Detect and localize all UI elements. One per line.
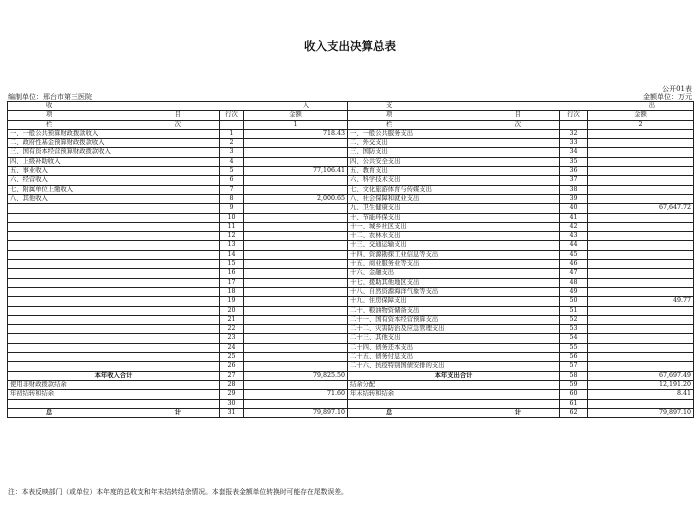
amount [588,362,694,371]
row-no: 35 [560,157,588,166]
amount: 8.41 [588,390,694,399]
item-label: 二十三、其他支出 [348,334,560,343]
row-no: 61 [560,399,588,408]
table-row [8,390,694,399]
table-row [8,232,694,241]
row-no: 42 [560,222,588,231]
table-row [8,222,694,231]
row-no: 13 [220,241,244,250]
item-label: 六、科学技术支出 [348,176,560,185]
row-no: 47 [560,269,588,278]
table-row [8,194,694,203]
amount [588,269,694,278]
row-no-header-right: 行次 [560,111,588,120]
item-label: 七、附属单位上缴收入 [8,185,220,194]
row-no: 21 [220,315,244,324]
table-row [8,157,694,166]
amount [244,157,348,166]
row-no: 1 [220,129,244,138]
row-no: 10 [220,213,244,222]
item-label: 年末结转和结余 [348,390,560,399]
row-no: 23 [220,334,244,343]
row-no: 49 [560,287,588,296]
table-row [8,343,694,352]
amount: 12,191.20 [588,380,694,389]
amount [244,343,348,352]
row-no: 50 [560,297,588,306]
amount [588,176,694,185]
item-label [8,343,220,352]
amount [244,353,348,362]
row-no: 46 [560,260,588,269]
row-no: 12 [220,232,244,241]
row-no: 25 [220,353,244,362]
row-no: 28 [220,380,244,389]
item-label: 八、社会保障和就业支出 [348,194,560,203]
row-no: 37 [560,176,588,185]
amount: 71.60 [244,390,348,399]
row-no: 29 [220,390,244,399]
page-title: 收入支出决算总表 [304,39,396,53]
item-label: 一、一般公共服务支出 [348,129,560,138]
item-label [8,213,220,222]
item-label: 九、卫生健康支出 [348,204,560,213]
amount [244,287,348,296]
form-code: 公开01表 [662,85,692,93]
row-no: 14 [220,250,244,259]
item-label: 三、国防支出 [348,148,560,157]
grand-total-label-left: 总 计 [8,408,220,417]
amount [588,185,694,194]
amount [588,250,694,259]
table-row-grand-total [8,408,694,417]
row-no: 51 [560,306,588,315]
row-no: 56 [560,353,588,362]
header-row-col-numbers [8,120,694,129]
item-header-right: 项 目 [348,111,560,120]
row-no: 40 [560,204,588,213]
row-no: 7 [220,185,244,194]
amount [588,325,694,334]
row-no: 59 [560,380,588,389]
item-label [8,315,220,324]
row-no: 38 [560,185,588,194]
amount [588,213,694,222]
amount: 49.77 [588,297,694,306]
table-row [8,380,694,389]
row-no: 54 [560,334,588,343]
item-label: 十、节能环保支出 [348,213,560,222]
amount [588,287,694,296]
item-label: 十三、交通运输支出 [348,241,560,250]
amount [244,278,348,287]
row-no-header-left: 行次 [220,111,244,120]
row-no: 48 [560,278,588,287]
amount [244,334,348,343]
item-label [8,222,220,231]
item-label [8,353,220,362]
amount [244,260,348,269]
item-label: 十七、援助其他地区支出 [348,278,560,287]
row-no: 20 [220,306,244,315]
row-no: 41 [560,213,588,222]
row-no: 27 [220,371,244,380]
row-no: 18 [220,287,244,296]
item-label: 十四、资源勘探工业信息等支出 [348,250,560,259]
item-label: 结余分配 [348,380,560,389]
amount [244,139,348,148]
amount [588,148,694,157]
item-label: 二十、粮油物资储备支出 [348,306,560,315]
table-row [8,315,694,324]
amount [588,194,694,203]
amount [588,343,694,352]
amount [244,148,348,157]
item-label [8,362,220,371]
budget-summary-table [7,101,694,418]
item-header-left: 项 目 [8,111,220,120]
row-no: 11 [220,222,244,231]
amount [244,250,348,259]
income-header: 收 入 [8,102,348,111]
item-label [8,204,220,213]
item-label [8,306,220,315]
table-row [8,278,694,287]
table-row [8,297,694,306]
table-row [8,334,694,343]
amount [244,315,348,324]
col-number-income: 1 [244,120,348,129]
amount [244,222,348,231]
amount [588,260,694,269]
amount-header-right: 金额 [588,111,694,120]
item-label: 八、其他收入 [8,194,220,203]
item-label: 五、事业收入 [8,167,220,176]
row-no: 31 [220,408,244,417]
amount-unit: 金额单位：万元 [643,93,692,101]
row-no: 44 [560,241,588,250]
table-row-year-totals [8,371,694,380]
amount [588,241,694,250]
table-row [8,250,694,259]
item-label: 年初结转和结余 [8,390,220,399]
table-row [8,204,694,213]
item-label: 十八、自然资源海洋气象等支出 [348,287,560,296]
row-no: 9 [220,204,244,213]
amount: 67,697.49 [588,371,694,380]
table-row [8,260,694,269]
row-no: 39 [560,194,588,203]
item-label: 七、文化旅游体育与传媒支出 [348,185,560,194]
item-label: 十六、金融支出 [348,269,560,278]
amount [244,213,348,222]
table-row [8,325,694,334]
item-label: 五、教育支出 [348,167,560,176]
row-no: 43 [560,232,588,241]
row-no: 33 [560,139,588,148]
amount [588,139,694,148]
amount [244,380,348,389]
expense-header: 支 出 [348,102,694,111]
amount [588,353,694,362]
amount [244,297,348,306]
item-label: 十二、农林水支出 [348,232,560,241]
amount: 718.43 [244,129,348,138]
row-no: 57 [560,362,588,371]
item-label: 三、国有资本经营预算财政拨款收入 [8,148,220,157]
year-income-label: 本年收入合计 [8,371,220,380]
row-no: 62 [560,408,588,417]
amount [244,306,348,315]
table-row [8,306,694,315]
amount: 79,897.10 [244,408,348,417]
row-no: 36 [560,167,588,176]
table-row [8,362,694,371]
amount [588,222,694,231]
amount [244,185,348,194]
item-label: 六、经营收入 [8,176,220,185]
item-label: 二十四、债务还本支出 [348,343,560,352]
reporting-unit: 编制单位：邢台市第三医院 [8,93,92,101]
item-label [8,278,220,287]
amount [244,269,348,278]
row-no: 45 [560,250,588,259]
row-no: 34 [560,148,588,157]
item-label [8,232,220,241]
table-row [8,139,694,148]
amount [244,176,348,185]
amount [588,157,694,166]
amount [588,306,694,315]
amount [244,325,348,334]
item-label [8,334,220,343]
item-label [8,260,220,269]
table-row [8,353,694,362]
table-row [8,241,694,250]
amount [244,362,348,371]
table-row [8,287,694,296]
item-label: 二、政府性基金预算财政拨款收入 [8,139,220,148]
item-label: 使用非财政拨款结余 [8,380,220,389]
item-label: 十九、住房保障支出 [348,297,560,306]
amount: 79,897.10 [588,408,694,417]
amount: 77,106.41 [244,167,348,176]
row-no: 52 [560,315,588,324]
amount [244,232,348,241]
header-row-columns [8,111,694,120]
row-no: 30 [220,399,244,408]
item-label: 二十二、灾害防治及应急管理支出 [348,325,560,334]
item-label: 四、上级补助收入 [8,157,220,166]
amount: 67,647.72 [588,204,694,213]
item-label [8,297,220,306]
amount [244,204,348,213]
amount: 2,000.65 [244,194,348,203]
item-label [8,287,220,296]
item-label: 二十一、国有资本经营预算支出 [348,315,560,324]
amount-header-left: 金额 [244,111,348,120]
item-label [8,269,220,278]
row-no: 17 [220,278,244,287]
table-row [8,399,694,408]
row-no: 60 [560,390,588,399]
item-label: 一、一般公共预算财政拨款收入 [8,129,220,138]
table-row [8,176,694,185]
table-row [8,167,694,176]
item-label: 四、公共安全支出 [348,157,560,166]
table-row [8,129,694,138]
footnote: 注：本表反映部门（或单位）本年度的总收支和年末结转结余情况。本套报表金额单位转换时可能存在尾数误差。 [8,488,348,496]
table-row [8,269,694,278]
amount [588,129,694,138]
row-no: 5 [220,167,244,176]
amount: 79,825.50 [244,371,348,380]
year-expense-label: 本年支出合计 [348,371,560,380]
item-label: 二、外交支出 [348,139,560,148]
row-no: 53 [560,325,588,334]
row-no: 58 [560,371,588,380]
col-label-left: 栏 次 [8,120,220,129]
item-label [8,325,220,334]
grand-total-label-right: 总 计 [348,408,560,417]
row-no: 4 [220,157,244,166]
item-label: 十一、城乡社区支出 [348,222,560,231]
item-label: 十五、商业服务业等支出 [348,260,560,269]
item-label: 二十五、债务付息支出 [348,353,560,362]
row-no: 24 [220,343,244,352]
table-row [8,213,694,222]
amount [588,278,694,287]
amount [588,167,694,176]
amount [588,315,694,324]
item-label [8,250,220,259]
table-row [8,185,694,194]
row-no: 16 [220,269,244,278]
table-row [8,148,694,157]
amount [244,241,348,250]
row-no: 3 [220,148,244,157]
row-no: 15 [220,260,244,269]
row-no: 2 [220,139,244,148]
header-row-income-expense [8,102,694,111]
row-no: 19 [220,297,244,306]
col-number-expense: 2 [588,120,694,129]
item-label [8,241,220,250]
amount [588,232,694,241]
amount [588,334,694,343]
row-no: 8 [220,194,244,203]
row-no: 22 [220,325,244,334]
col-label-right: 栏 次 [348,120,560,129]
row-no: 32 [560,129,588,138]
row-no: 26 [220,362,244,371]
row-no: 6 [220,176,244,185]
item-label: 二十六、抗疫特别国债安排的支出 [348,362,560,371]
row-no: 55 [560,343,588,352]
